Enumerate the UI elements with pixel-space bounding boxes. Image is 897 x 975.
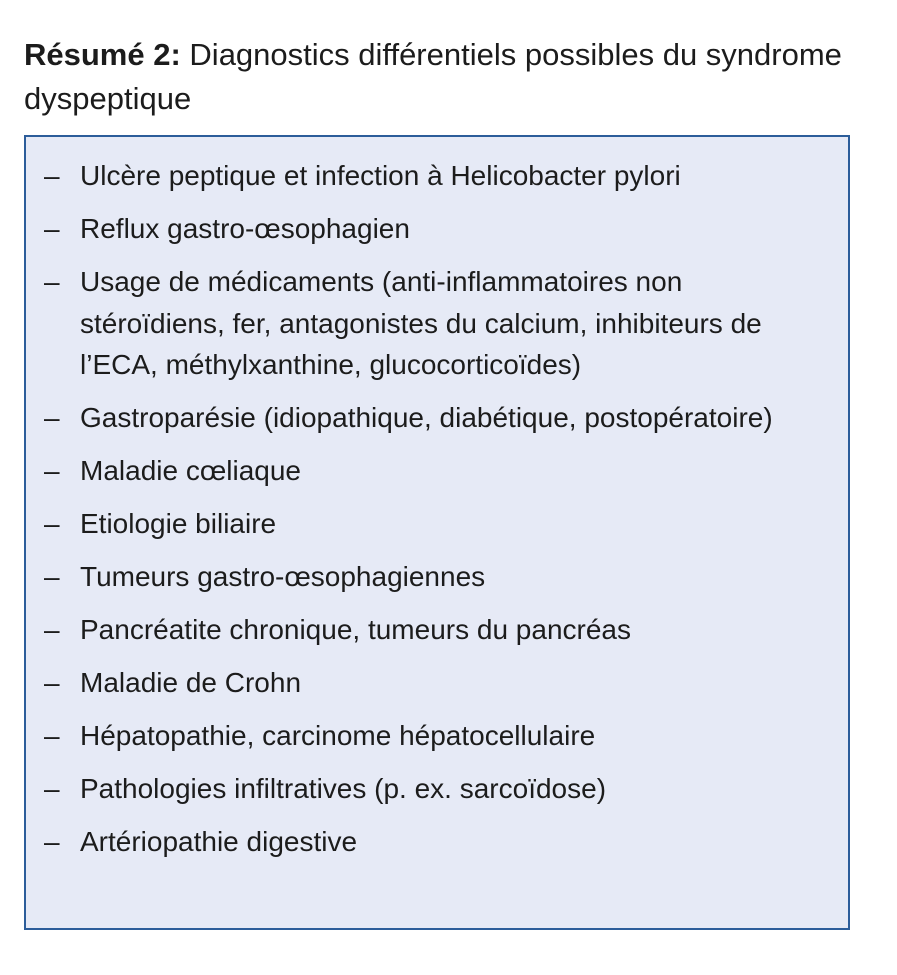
list-item — [44, 155, 828, 197]
list-item-text: Pancréatite chronique, tumeurs du pancréas — [80, 614, 631, 645]
list-item-text: Tumeurs gastro-œsophagiennes — [80, 561, 486, 592]
list-item-text: Pathologies infiltratives (p. ex. sarcoïdose) — [80, 773, 607, 804]
list-item-text: Maladie cœliaque — [80, 455, 301, 486]
list-item-text: Maladie de Crohn — [80, 667, 302, 698]
summary-title-text: Diagnostics différentiels possibles du syndrome dyspeptique — [24, 37, 842, 116]
list-item — [44, 556, 828, 598]
dash-bullet: – — [44, 826, 60, 857]
list-item-text: Artériopathie digestive — [80, 826, 358, 857]
list-item-text: Etiologie biliaire — [80, 508, 277, 539]
dash-bullet: – — [44, 614, 60, 645]
list-item — [44, 715, 828, 757]
dash-bullet: – — [44, 720, 60, 751]
summary-title — [24, 33, 844, 121]
list-item-text: Gastroparésie (idiopathique, diabétique, postopératoire) — [80, 402, 773, 433]
list-item-text: Ulcère peptique et infection à Helicobacter pylori — [80, 160, 681, 191]
summary-label: Résumé 2: — [24, 37, 181, 72]
list-item-text: Usage de médicaments (anti-inflammatoires non stéroïdiens, fer, antagonistes du calcium, inhibiteurs de l’ECA, méthylxanthine, glucocorticoïdes) — [80, 266, 762, 380]
dash-bullet: – — [44, 213, 60, 244]
list-item — [44, 609, 828, 651]
dash-bullet: – — [44, 402, 60, 433]
list-item-text: Reflux gastro-œsophagien — [80, 213, 410, 244]
diagnosis-list — [26, 137, 848, 863]
list-item-text: Hépatopathie, carcinome hépatocellulaire — [80, 720, 596, 751]
dash-bullet: – — [44, 508, 60, 539]
list-item — [44, 503, 828, 545]
list-item — [44, 261, 828, 386]
list-item — [44, 662, 828, 704]
list-item — [44, 821, 828, 863]
list-item — [44, 768, 828, 810]
list-item — [44, 397, 828, 439]
dash-bullet: – — [44, 160, 60, 191]
dash-bullet: – — [44, 667, 60, 698]
dash-bullet: – — [44, 455, 60, 486]
summary-box — [24, 135, 850, 930]
dash-bullet: – — [44, 266, 60, 297]
list-item — [44, 208, 828, 250]
dash-bullet: – — [44, 561, 60, 592]
list-item — [44, 450, 828, 492]
dash-bullet: – — [44, 773, 60, 804]
